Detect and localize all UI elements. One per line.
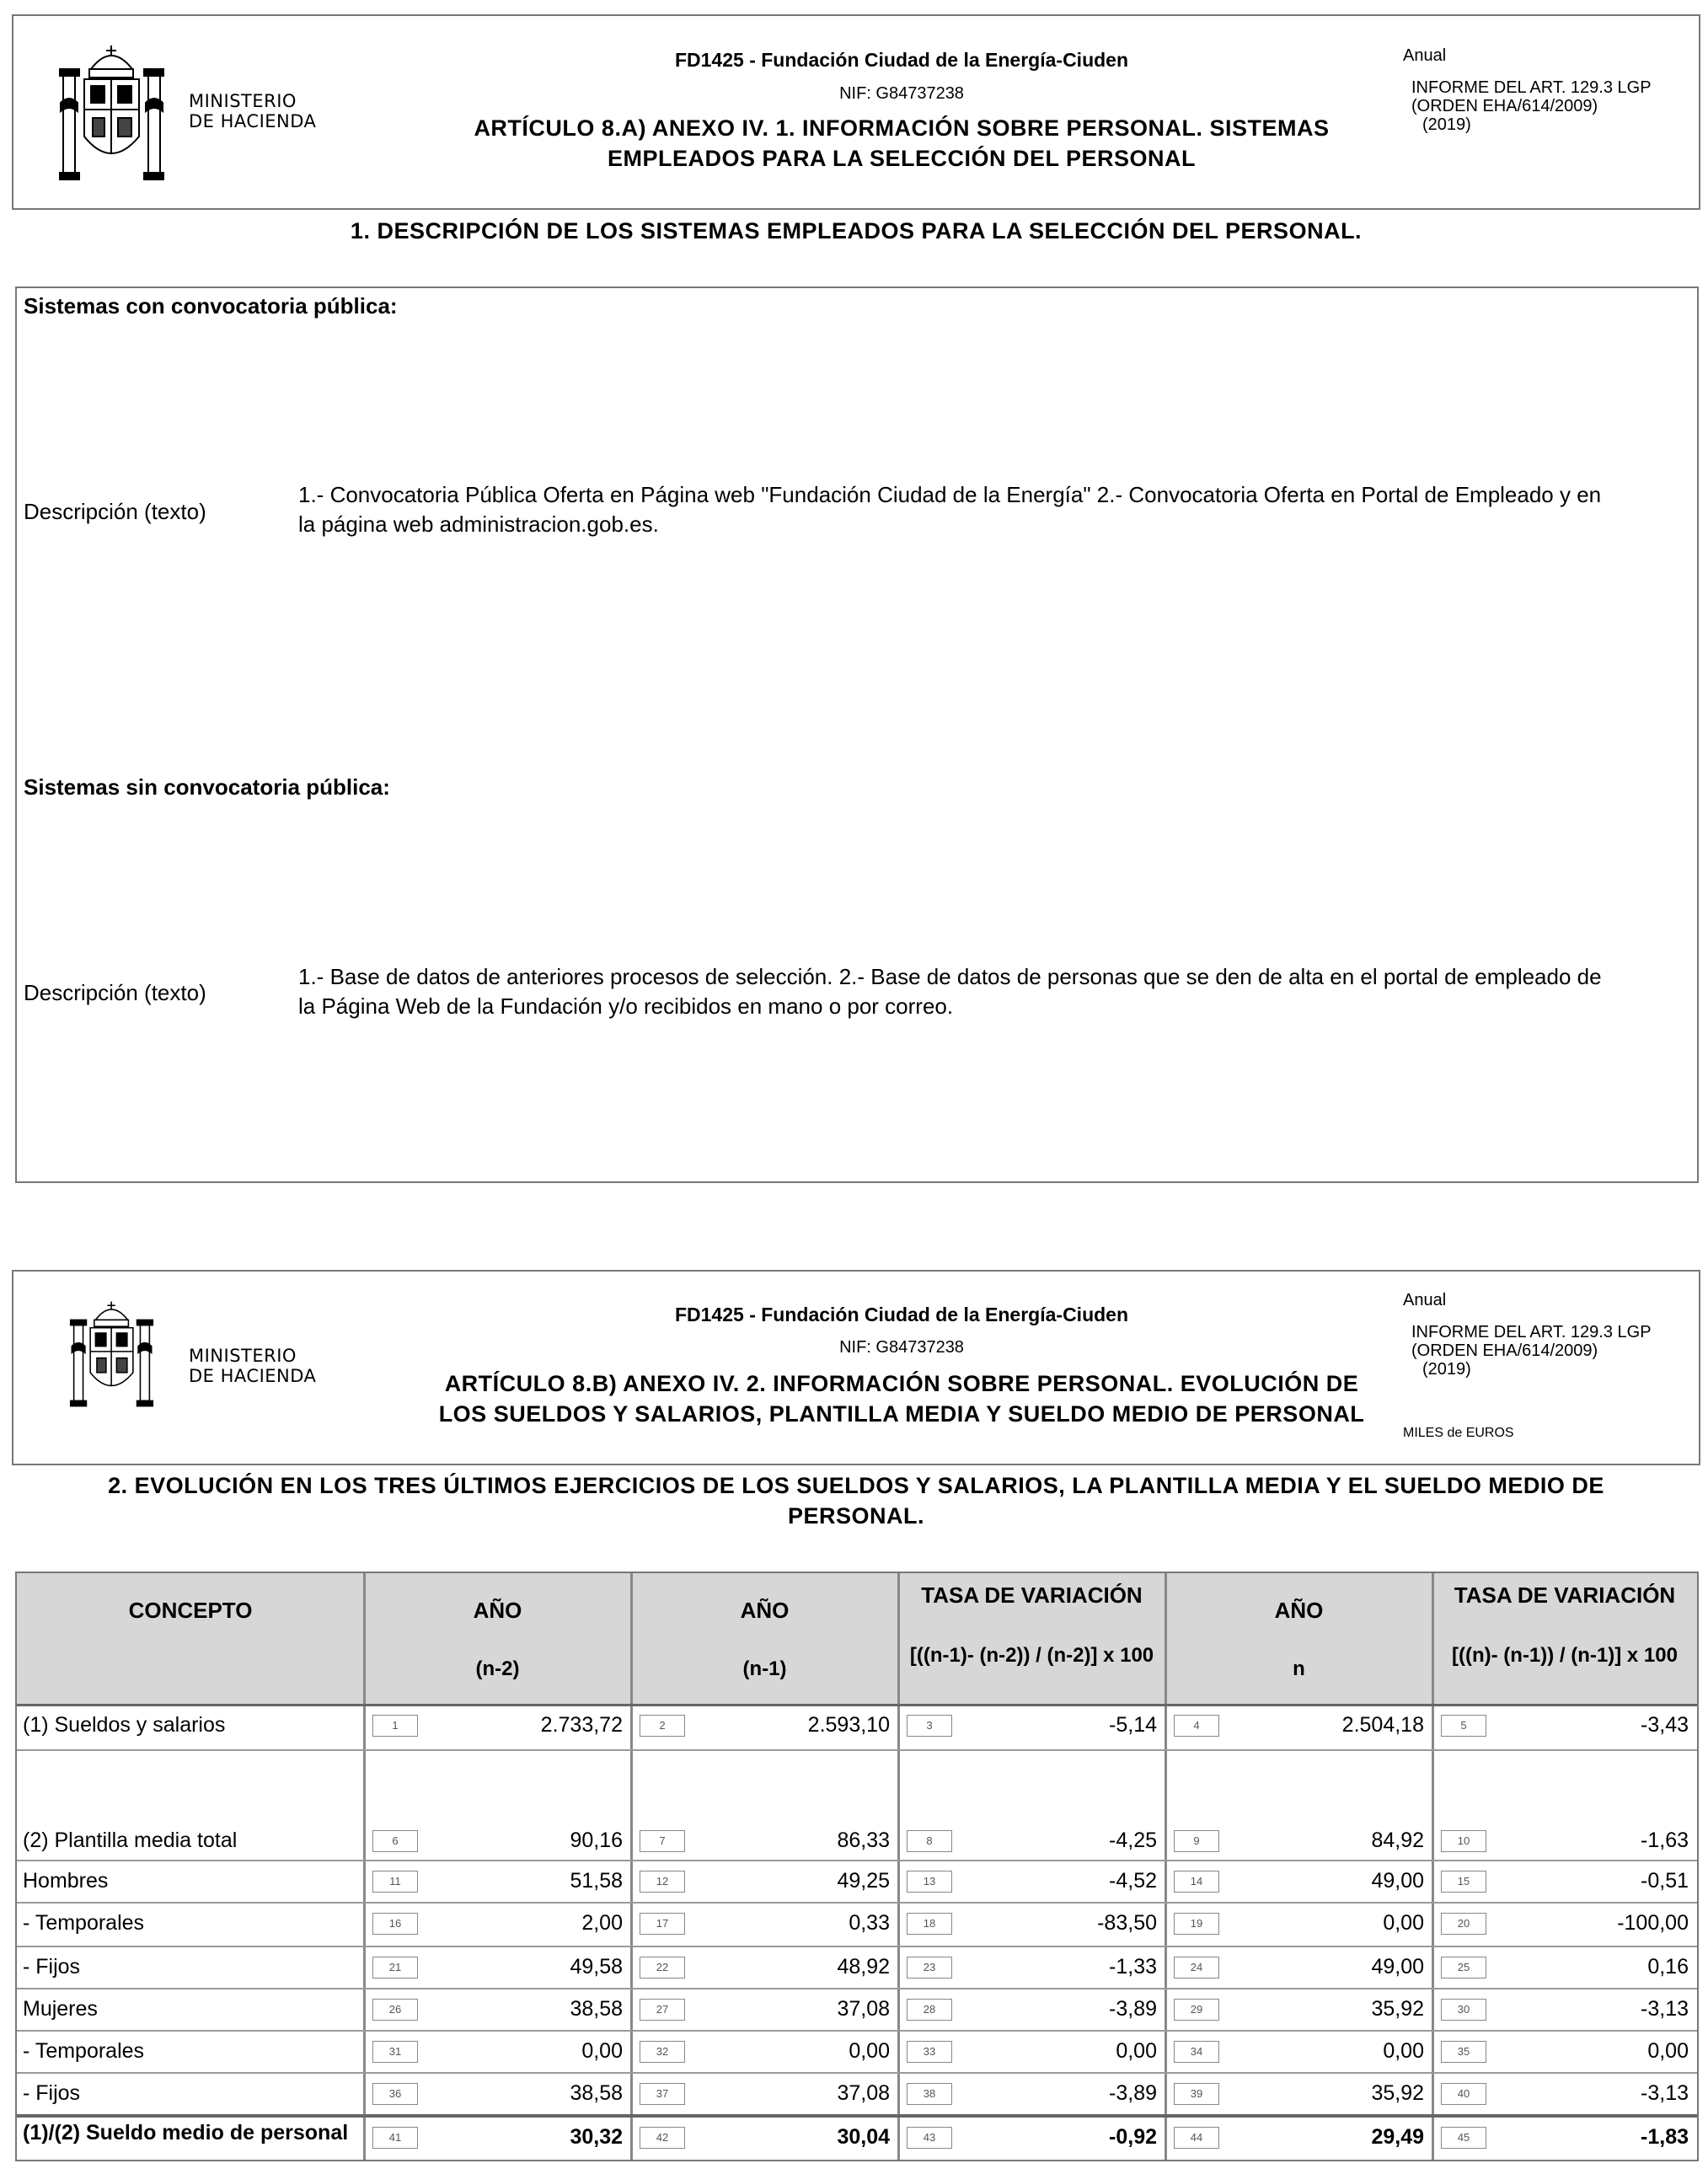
table-cell-value: 2.504,18 [1341,1713,1424,1737]
cell-index-box: 28 [907,1999,952,2021]
with-call-description-label: Descripción (texto) [24,499,206,524]
table-cell-value: 35,92 [1371,1997,1424,2021]
cell-index-box: 37 [640,2083,685,2105]
table-cell-value: 86,33 [837,1829,890,1852]
table-header-cell [17,1573,364,1705]
table-cell-value: 49,25 [837,1869,890,1893]
table-cell-value: 37,08 [837,2081,890,2105]
table-row-label: (2) Plantilla media total [23,1829,238,1852]
ministry-name [189,1346,316,1386]
table-cell-value: -4,25 [1109,1829,1157,1852]
cell-index-box: 39 [1174,2083,1219,2105]
entity-nif: NIF: G84737238 [839,84,964,103]
cell-index-box: 44 [1174,2127,1219,2149]
table-cell-value: 38,58 [570,2081,623,2105]
table-row-label: - Temporales [23,2039,145,2063]
cell-index-box: 15 [1441,1871,1486,1893]
table-row-label: Mujeres [23,1997,98,2021]
cell-index-box: 14 [1174,1871,1219,1893]
cell-index-box: 18 [907,1913,952,1935]
coat-of-arms-logo [59,44,164,217]
cell-index-box: 19 [1174,1913,1219,1935]
table-header-top: TASA DE VARIACIÓN [1454,1582,1676,1608]
cell-index-box: 23 [907,1957,952,1979]
table-cell-value: -3,43 [1641,1713,1689,1737]
without-call-description-label: Descripción (texto) [24,980,206,1005]
table-cell-value: -3,89 [1109,1997,1157,2021]
table-cell-value: -3,89 [1109,2081,1157,2105]
table-header-bottom: [((n)- (n-1)) / (n-1)] x 100 [1452,1644,1678,1667]
cell-index-box: 34 [1174,2041,1219,2063]
ministry-line-1: MINISTERIO [189,91,297,111]
table-header-top: AÑO [740,1598,790,1623]
table-header-bottom: (n-1) [742,1657,787,1680]
table-cell-value: 90,16 [570,1829,623,1852]
cell-index-box: 13 [907,1871,952,1893]
ministry-line-2: DE HACIENDA [189,111,317,131]
table-cell-value: -83,50 [1097,1911,1157,1935]
article-title-line-1: ARTÍCULO 8.A) ANEXO IV. 1. INFORMACIÓN SOBRE PERSONAL. SISTEMAS [474,115,1330,141]
table-cell-value: 48,92 [837,1955,890,1979]
cell-index-box: 3 [907,1715,952,1737]
row-divider [17,2030,1697,2032]
report-line-2: (ORDEN EHA/614/2009) [1411,1341,1598,1360]
section-1-title: 1. DESCRIPCIÓN DE LOS SISTEMAS EMPLEADOS PARA LA SELECCIÓN DEL PERSONAL. [350,218,1363,244]
table-header-top: AÑO [473,1598,522,1623]
cell-index-box: 9 [1174,1830,1219,1852]
row-divider [17,2114,1697,2118]
coat-of-arms-logo [59,1300,164,1435]
cell-index-box: 21 [372,1957,418,1979]
table-cell-value: 29,49 [1371,2125,1424,2149]
periodicity: Anual [1403,46,1447,65]
table-row-label: (1)/(2) Sueldo medio de personal [23,2121,349,2145]
cell-index-box: 4 [1174,1715,1219,1737]
table-header-top: AÑO [1274,1598,1324,1623]
entity-name: FD1425 - Fundación Ciudad de la Energía-Ciuden [674,49,1129,71]
cell-index-box: 29 [1174,1999,1219,2021]
table-row-label: Hombres [23,1869,109,1893]
cell-index-box: 24 [1174,1957,1219,1979]
entity-nif: NIF: G84737238 [839,1338,964,1357]
table-header-cell [631,1573,898,1705]
cell-index-box: 20 [1441,1913,1486,1935]
table-cell-value: 49,00 [1371,1955,1424,1979]
cell-index-box: 6 [372,1830,418,1852]
table-cell-value: 0,00 [1647,2039,1689,2063]
table-cell-value: 0,16 [1647,1955,1689,1979]
table-header-bottom: n [1293,1657,1305,1680]
entity-name: FD1425 - Fundación Ciudad de la Energía-Ciuden [674,1304,1129,1325]
cell-index-box: 5 [1441,1715,1486,1737]
table-cell-value: -100,00 [1617,1911,1689,1935]
report-reference [1411,1323,1652,1379]
cell-index-box: 7 [640,1830,685,1852]
table-cell-value: -1,33 [1109,1955,1157,1979]
table-cell-value: 30,04 [837,2125,890,2149]
section-2-title-line-1: 2. EVOLUCIÓN EN LOS TRES ÚLTIMOS EJERCICIOS DE LOS SUELDOS Y SALARIOS, LA PLANTILLA MEDIA Y EL SUELDO MEDIO DE [108,1473,1604,1498]
row-divider [17,1749,1697,1751]
cell-index-box: 25 [1441,1957,1486,1979]
article-title-line-1: ARTÍCULO 8.B) ANEXO IV. 2. INFORMACIÓN SOBRE PERSONAL. EVOLUCIÓN DE [444,1371,1359,1396]
cell-index-box: 36 [372,2083,418,2105]
report-line-2: (ORDEN EHA/614/2009) [1411,97,1598,115]
cell-index-box: 31 [372,2041,418,2063]
table-cell-value: 2,00 [581,1911,623,1935]
report-year: (2019) [1422,1360,1471,1379]
cell-index-box: 26 [372,1999,418,2021]
cell-index-box: 30 [1441,1999,1486,2021]
table-header-bottom: (n-2) [475,1657,520,1680]
cell-index-box: 35 [1441,2041,1486,2063]
cell-index-box: 2 [640,1715,685,1737]
cell-index-box: 41 [372,2127,418,2149]
table-cell-value: 49,58 [570,1955,623,1979]
section-2-title-line-2: PERSONAL. [787,1503,925,1529]
table-cell-value: -4,52 [1109,1869,1157,1893]
table-cell-value: 49,00 [1371,1869,1424,1893]
without-call-heading: Sistemas sin convocatoria pública: [24,774,390,800]
table-header-cell [1165,1573,1432,1705]
cell-index-box: 43 [907,2127,952,2149]
table-row-label: - Temporales [23,1911,145,1935]
cell-index-box: 17 [640,1913,685,1935]
table-cell-value: 0,33 [849,1911,890,1935]
table-cell-value: 0,00 [849,2039,890,2063]
row-divider [17,1902,1697,1904]
table-cell-value: -3,13 [1641,2081,1689,2105]
cell-index-box: 10 [1441,1830,1486,1852]
table-cell-value: 51,58 [570,1869,623,1893]
cell-index-box: 16 [372,1913,418,1935]
row-divider [17,1946,1697,1947]
section-2-title [12,1470,1700,1531]
table-row-label: - Fijos [23,2081,81,2105]
article-title [362,1368,1441,1429]
row-divider [17,2072,1697,2074]
selection-systems-box [15,286,1699,1183]
table-cell-value: 38,58 [570,1997,623,2021]
with-call-description-text: 1.- Convocatoria Pública Oferta en Página web "Fundación Ciudad de la Energía" 2.- Convocatoria Oferta en Portal de Empleado y en la página web administracion.gob.es. [298,482,1602,537]
header-divider [17,1704,1697,1706]
row-divider [17,1860,1697,1861]
table-cell-value: 30,32 [570,2125,623,2149]
table-cell-value: 0,00 [1383,2039,1424,2063]
periodicity: Anual [1403,1291,1447,1309]
ministry-line-2: DE HACIENDA [189,1366,317,1386]
table-cell-value: 0,00 [1383,1911,1424,1935]
report-year: (2019) [1422,115,1471,134]
table-cell-value: -5,14 [1109,1713,1157,1737]
cell-index-box: 45 [1441,2127,1486,2149]
cell-index-box: 40 [1441,2083,1486,2105]
cell-index-box: 22 [640,1957,685,1979]
article-title [396,113,1407,174]
cell-index-box: 12 [640,1871,685,1893]
report-line-1: INFORME DEL ART. 129.3 LGP [1411,78,1652,97]
table-cell-value: -0,92 [1109,2125,1157,2149]
row-divider [17,1988,1697,1989]
cell-index-box: 27 [640,1999,685,2021]
table-header-cell [364,1573,631,1705]
table-cell-value: -1,83 [1641,2125,1689,2149]
table-cell-value: 35,92 [1371,2081,1424,2105]
table-header-top: TASA DE VARIACIÓN [921,1582,1143,1608]
with-call-heading: Sistemas con convocatoria pública: [24,293,398,319]
ministry-name [189,91,316,131]
cell-index-box: 32 [640,2041,685,2063]
currency-units: MILES de EUROS [1403,1426,1514,1440]
report-line-1: INFORME DEL ART. 129.3 LGP [1411,1323,1652,1341]
table-cell-value: -1,63 [1641,1829,1689,1852]
cell-index-box: 1 [372,1715,418,1737]
cell-index-box: 38 [907,2083,952,2105]
cell-index-box: 42 [640,2127,685,2149]
cell-index-box: 8 [907,1830,952,1852]
table-row-label: - Fijos [23,1955,81,1979]
article-title-line-2: LOS SUELDOS Y SALARIOS, PLANTILLA MEDIA Y SUELDO MEDIO DE PERSONAL [438,1401,1365,1427]
cell-index-box: 33 [907,2041,952,2063]
cell-index-box: 11 [372,1871,418,1893]
report-reference [1411,78,1652,134]
table-cell-value: 2.733,72 [540,1713,623,1737]
table-row-label: (1) Sueldos y salarios [23,1713,226,1737]
table-header-bottom: [((n-1)- (n-2)) / (n-2)] x 100 [909,1644,1154,1667]
table-cell-value: 37,08 [837,1997,890,2021]
table-cell-value: -0,51 [1641,1869,1689,1893]
table-cell-value: 0,00 [1116,2039,1157,2063]
table-cell-value: 0,00 [581,2039,623,2063]
table-cell-value: -3,13 [1641,1997,1689,2021]
table-cell-value: 2.593,10 [807,1713,890,1737]
without-call-description-text: 1.- Base de datos de anteriores procesos de selección. 2.- Base de datos de personas que se den de alta en el portal de empleado de la Página Web de la Fundación y/o recibidos en mano o por correo. [298,964,1602,1019]
table-header-top: CONCEPTO [128,1598,253,1623]
article-title-line-2: EMPLEADOS PARA LA SELECCIÓN DEL PERSONAL [607,146,1197,171]
ministry-line-1: MINISTERIO [189,1346,297,1366]
table-cell-value: 84,92 [1371,1829,1424,1852]
